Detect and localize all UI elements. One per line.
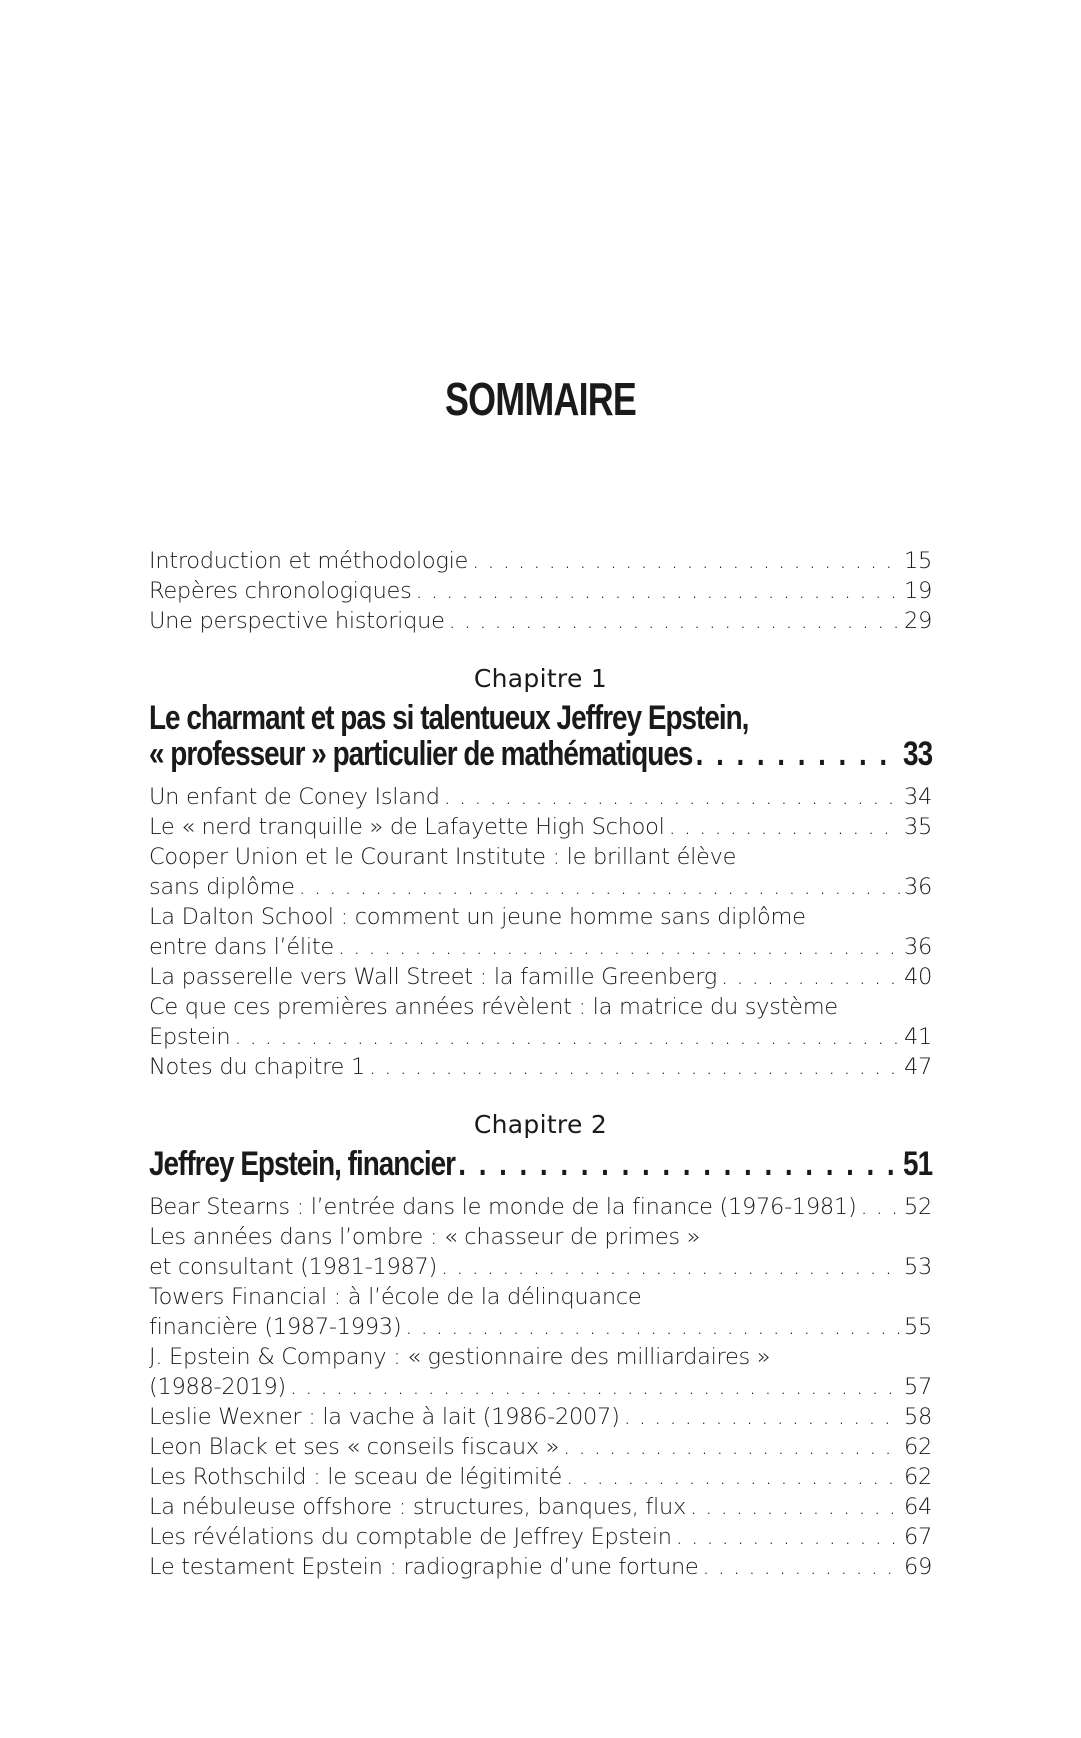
entry-page: 40: [903, 964, 932, 990]
front-matter-list: [149, 546, 932, 636]
entry-title: Le « nerd tranquille » de Lafayette High School: [149, 814, 665, 840]
entry-row: [149, 1492, 932, 1522]
entry-row: [149, 872, 932, 902]
entry-title: Une perspective historique: [149, 608, 445, 634]
entry-title: La nébuleuse offshore : structures, banques, flux: [149, 1494, 686, 1520]
toc-entry[interactable]: [149, 576, 932, 606]
entry-title: Notes du chapitre 1: [149, 1054, 365, 1080]
dot-leader: [405, 1312, 900, 1342]
entry-row: [149, 1522, 932, 1552]
toc-entry[interactable]: [149, 812, 932, 842]
entry-row: [149, 1372, 932, 1402]
entry-page: 47: [903, 1054, 932, 1080]
entry-title-line: J. Epstein & Company : « gestionnaire des milliardaires »: [149, 1344, 771, 1370]
entry-title: La passerelle vers Wall Street : la famille Greenberg: [149, 964, 718, 990]
entry-page: 69: [903, 1554, 932, 1580]
entry-title: Les révélations du comptable de Jeffrey Epstein: [149, 1524, 672, 1550]
entry-row: [149, 1312, 932, 1342]
dot-leader: [472, 546, 900, 576]
entry-row: [149, 1192, 932, 1222]
entry-title-line: Cooper Union et le Courant Institute : le brillant élève: [149, 844, 737, 870]
dot-leader: [669, 812, 900, 842]
chapter-1-label: Chapitre 1: [473, 664, 608, 693]
dot-leader: [444, 782, 900, 812]
toc-entry[interactable]: [149, 1402, 932, 1432]
dot-leader: [290, 1372, 900, 1402]
toc-entry[interactable]: [149, 1192, 932, 1222]
entry-page: 62: [903, 1434, 932, 1460]
toc-entry[interactable]: [149, 1522, 932, 1552]
page-title: SOMMAIRE: [444, 373, 637, 425]
dot-leader: [416, 576, 900, 606]
entry-title: entre dans l’élite: [149, 934, 334, 960]
toc-entry[interactable]: [149, 1432, 932, 1462]
chapter-title-line: Jeffrey Epstein, financier: [149, 1145, 456, 1183]
entry-title: Bear Stearns : l’entrée dans le monde de la finance (1976-1981): [149, 1194, 857, 1220]
entry-row: [149, 1022, 932, 1052]
toc-entry[interactable]: [149, 1282, 932, 1342]
entry-page: 62: [903, 1464, 932, 1490]
entry-row: [149, 932, 932, 962]
toc-entry[interactable]: [149, 782, 932, 812]
table-of-contents: [149, 372, 932, 1582]
dot-leader: [369, 1052, 900, 1082]
entry-page: 36: [903, 934, 932, 960]
dot-leader: [338, 932, 900, 962]
toc-entry[interactable]: [149, 902, 932, 962]
dot-leader: [690, 1492, 900, 1522]
entry-title: Epstein: [149, 1024, 231, 1050]
dot-leader: [449, 606, 900, 636]
entry-row: [149, 1432, 932, 1462]
chapter-title-row: [149, 1146, 932, 1182]
entry-row: [149, 1252, 932, 1282]
dot-leader: [299, 872, 900, 902]
entry-page: 57: [903, 1374, 932, 1400]
entry-page: 41: [903, 1024, 932, 1050]
entry-row: [149, 812, 932, 842]
dot-leader: [566, 1462, 900, 1492]
entry-page: 19: [903, 578, 932, 604]
entry-row: [149, 1462, 932, 1492]
entry-page: 64: [903, 1494, 932, 1520]
toc-entry[interactable]: [149, 1342, 932, 1402]
entry-title: Repères chronologiques: [149, 578, 412, 604]
dot-leader: [676, 1522, 900, 1552]
entry-page: 34: [903, 784, 932, 810]
entry-page: 52: [903, 1194, 932, 1220]
entry-title-line: Les années dans l’ombre : « chasseur de primes »: [149, 1224, 701, 1250]
entry-title: sans diplôme: [149, 874, 295, 900]
chapter-page: 33: [903, 735, 933, 773]
chapter-2-entries: [149, 1192, 932, 1582]
toc-entry[interactable]: [149, 1222, 932, 1282]
chapter-1-entries: [149, 782, 932, 1082]
toc-entry[interactable]: [149, 962, 932, 992]
entry-row: [149, 1402, 932, 1432]
entry-page: 29: [903, 608, 932, 634]
entry-row: [149, 782, 932, 812]
entry-title: Un enfant de Coney Island: [149, 784, 440, 810]
entry-title: Leslie Wexner : la vache à lait (1986-2007): [149, 1404, 620, 1430]
toc-entry[interactable]: [149, 546, 932, 576]
entry-page: 55: [903, 1314, 932, 1340]
entry-title: Les Rothschild : le sceau de légitimité: [149, 1464, 563, 1490]
toc-entry[interactable]: [149, 1462, 932, 1492]
dot-leader: [702, 1552, 900, 1582]
dot-leader: [458, 1146, 899, 1182]
entry-page: 15: [903, 548, 932, 574]
chapter-page: 51: [903, 1145, 933, 1183]
chapter-2-label: Chapitre 2: [473, 1110, 608, 1139]
chapter-1-title[interactable]: [149, 700, 932, 772]
dot-leader: [624, 1402, 900, 1432]
entry-row: [149, 962, 932, 992]
toc-entry[interactable]: [149, 1492, 932, 1522]
chapter-title-row: [149, 736, 932, 772]
entry-page: 58: [903, 1404, 932, 1430]
entry-page: 35: [903, 814, 932, 840]
entry-title-line: Ce que ces premières années révèlent : la matrice du système: [149, 994, 838, 1020]
entry-title: et consultant (1981-1987): [149, 1254, 437, 1280]
chapter-2-title[interactable]: [149, 1146, 932, 1182]
dot-leader: [696, 736, 900, 772]
toc-entry[interactable]: [149, 1052, 932, 1082]
entry-page: 53: [903, 1254, 932, 1280]
entry-title: Le testament Epstein : radiographie d’une fortune: [149, 1554, 699, 1580]
entry-page: 67: [903, 1524, 932, 1550]
entry-page: 36: [903, 874, 932, 900]
entry-row: [149, 1052, 932, 1082]
dot-leader: [563, 1432, 900, 1462]
entry-title: (1988-2019): [149, 1374, 286, 1400]
toc-entry[interactable]: [149, 992, 932, 1052]
dot-leader: [860, 1192, 900, 1222]
dot-leader: [721, 962, 900, 992]
chapter-title-line: « professeur » particulier de mathématiques: [149, 735, 693, 773]
dot-leader: [441, 1252, 900, 1282]
toc-entry[interactable]: [149, 606, 932, 636]
entry-row: [149, 1552, 932, 1582]
entry-title-line: Towers Financial : à l’école de la délinquance: [149, 1284, 642, 1310]
dot-leader: [234, 1022, 900, 1052]
entry-title-line: La Dalton School : comment un jeune homme sans diplôme: [149, 904, 806, 930]
entry-title: Leon Black et ses « conseils fiscaux »: [149, 1434, 560, 1460]
chapter-title-line: Le charmant et pas si talentueux Jeffrey Epstein,: [149, 699, 749, 737]
toc-entry[interactable]: [149, 842, 932, 902]
entry-title: financière (1987-1993): [149, 1314, 402, 1340]
toc-entry[interactable]: [149, 1552, 932, 1582]
entry-title: Introduction et méthodologie: [149, 548, 469, 574]
